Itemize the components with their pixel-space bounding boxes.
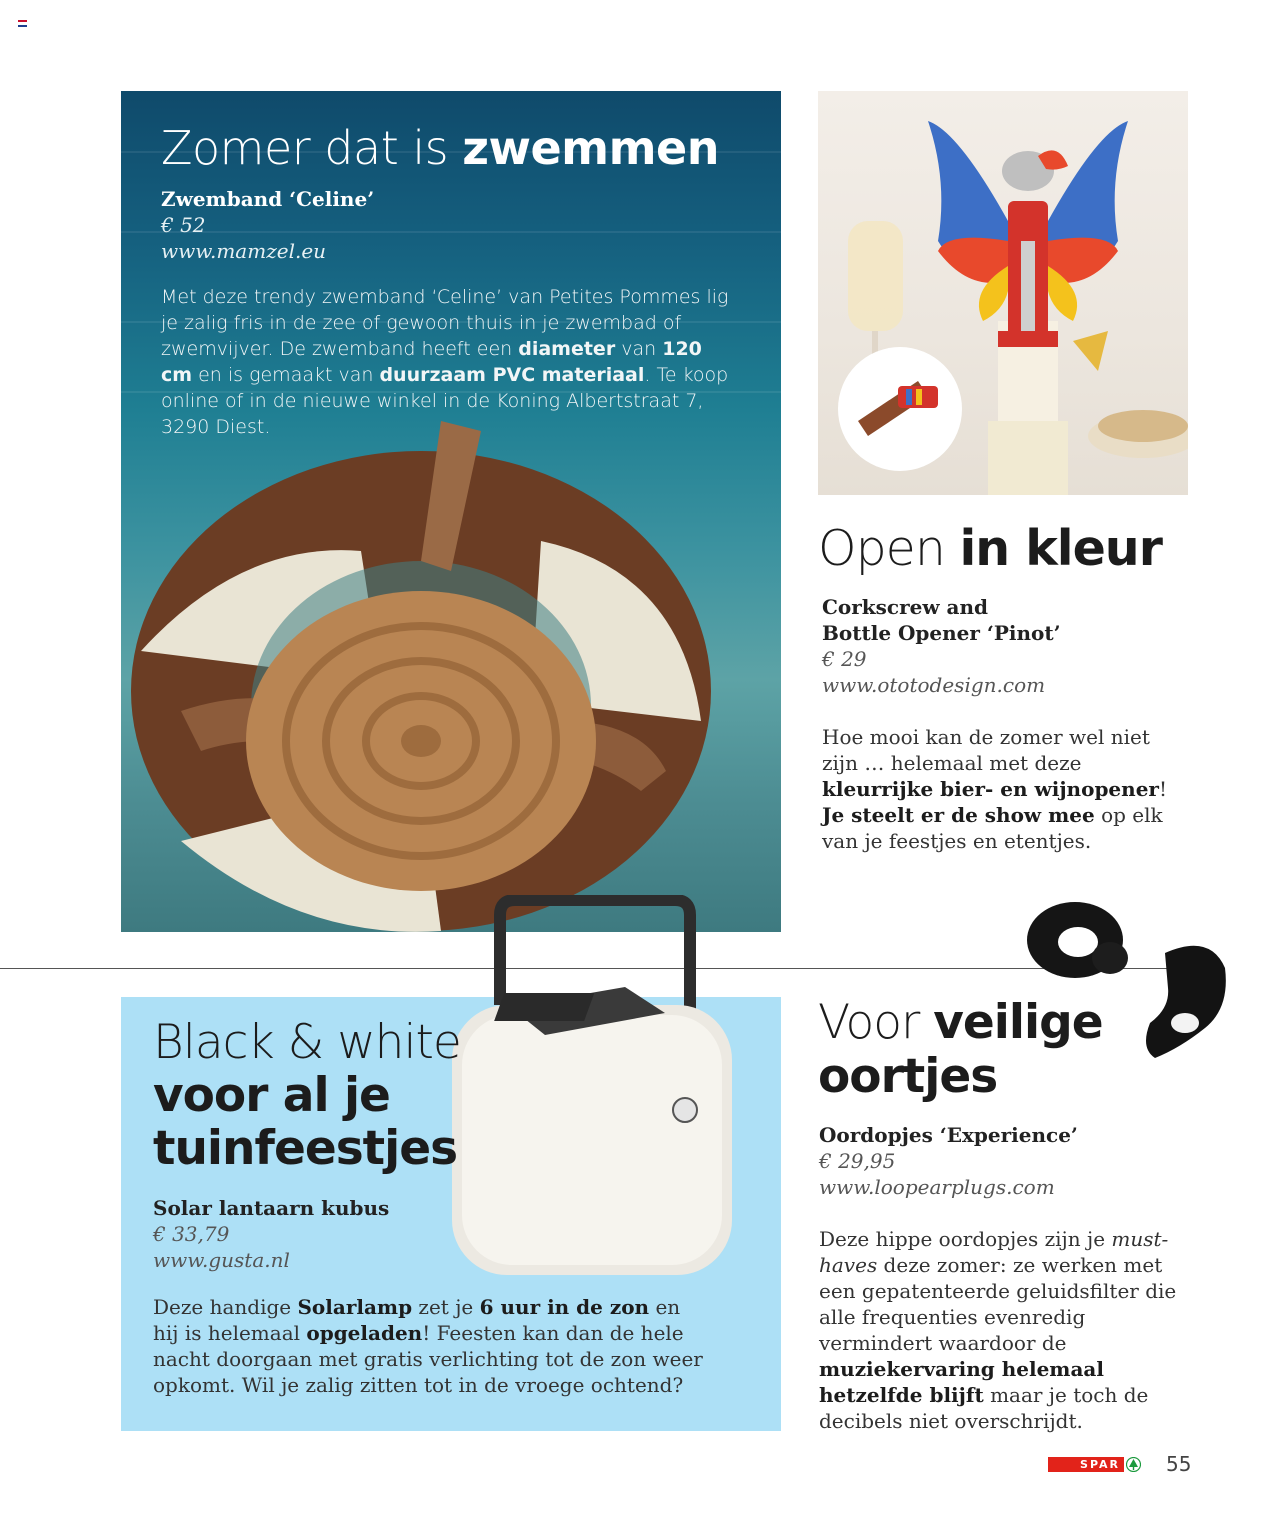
text-run: 120 cm (161, 338, 702, 386)
text-run: op elk van je feestjes en etentjes. (822, 803, 1163, 853)
earplugs-title-line2: oortjes (818, 1049, 998, 1104)
spar-logo-text: SPAR (1080, 1458, 1120, 1471)
text-run: van (615, 338, 663, 360)
text-run: ! (1158, 777, 1167, 801)
swim-description (161, 284, 731, 440)
spar-logo (1048, 1457, 1142, 1472)
earplugs-url[interactable]: www.loopearplugs.com (819, 1175, 1055, 1199)
lamp-price: € 33,79 (153, 1222, 230, 1246)
text-run: diameter (518, 338, 616, 360)
corkscrew-illustration (818, 91, 1188, 495)
text-run: maar je toch de decibels niet overschrijdt. (819, 1383, 1149, 1433)
text-run: must-haves (819, 1227, 1169, 1277)
swim-title: Zomer dat is zwemmen (161, 121, 719, 175)
text-run: ! Feesten kan dan de hele nacht doorgaan met gratis verlichting tot de zon weer opkomt. Wil je zalig zitten tot in de vroege ochtend? (153, 1321, 703, 1397)
opener-product-name-line2: Bottle Opener ‘Pinot’ (822, 621, 1061, 645)
page-number: 55 (1166, 1452, 1192, 1476)
text-run: Deze hippe oordopjes zijn je (819, 1227, 1112, 1251)
opener-price: € 29 (822, 647, 867, 671)
text-run: kleurrijke bier- en wijnopener (822, 777, 1159, 801)
text-run: Met deze trendy zwemband ‘Celine’ van Petites Pommes lig je zalig fris in de zee of gewoon thuis in je zwembad of zwemvijver. De zwemband heeft een (161, 286, 729, 360)
flag-icon (18, 20, 27, 27)
text-run: Je steelt er de show mee (822, 803, 1095, 827)
text-run: duurzaam PVC materiaal (379, 364, 645, 386)
solar-lantern-illustration (440, 895, 740, 1285)
opener-description (822, 724, 1182, 854)
text-run: opgeladen (306, 1321, 423, 1345)
text-run: Hoe mooi kan de zomer wel niet zijn … helemaal met deze (822, 725, 1150, 775)
lamp-title-line1: Black & white (153, 1015, 461, 1070)
swim-product-name: Zwemband ‘Celine’ (161, 187, 375, 211)
spar-tree-icon (1126, 1457, 1141, 1472)
lamp-description (153, 1294, 708, 1398)
swim-photo-panel (121, 91, 781, 932)
opener-title: Open in kleur (818, 520, 1162, 577)
earplugs-title-line1: Voor veilige (818, 995, 1103, 1050)
lamp-product-name: Solar lantaarn kubus (153, 1196, 390, 1220)
swim-ring-illustration (121, 421, 781, 932)
earplugs-price: € 29,95 (819, 1149, 896, 1173)
text-run: 6 uur in de zon (479, 1295, 650, 1319)
corkscrew-photo (818, 91, 1188, 495)
text-run: muziekervaring helemaal hetzelfde blijft (819, 1357, 1104, 1407)
opener-product-name-line1: Corkscrew and (822, 595, 989, 619)
swim-url[interactable]: www.mamzel.eu (161, 239, 327, 263)
opener-url[interactable]: www.ototodesign.com (822, 673, 1046, 697)
text-run: Deze handige (153, 1295, 298, 1319)
text-run: zet je (412, 1295, 480, 1319)
text-run: Solarlamp (297, 1295, 413, 1319)
text-run: en hij is helemaal (153, 1295, 681, 1345)
earplugs-description (819, 1226, 1194, 1434)
lamp-title-line3: tuinfeestjes (153, 1121, 458, 1176)
text-run: en is gemaakt van (192, 364, 380, 386)
lamp-url[interactable]: www.gusta.nl (153, 1248, 290, 1272)
earplugs-product-name: Oordopjes ‘Experience’ (819, 1123, 1078, 1147)
text-run: deze zomer: ze werken met een gepatenteerde geluidsfilter die alle frequenties evenredig vermindert waardoor de (819, 1253, 1177, 1355)
text-run: . Te koop online of in de nieuwe winkel in de Koning Albertstraat 7, 3290 Diest. (161, 364, 729, 438)
swim-price: € 52 (161, 213, 206, 237)
lamp-title-line2: voor al je (153, 1068, 390, 1123)
